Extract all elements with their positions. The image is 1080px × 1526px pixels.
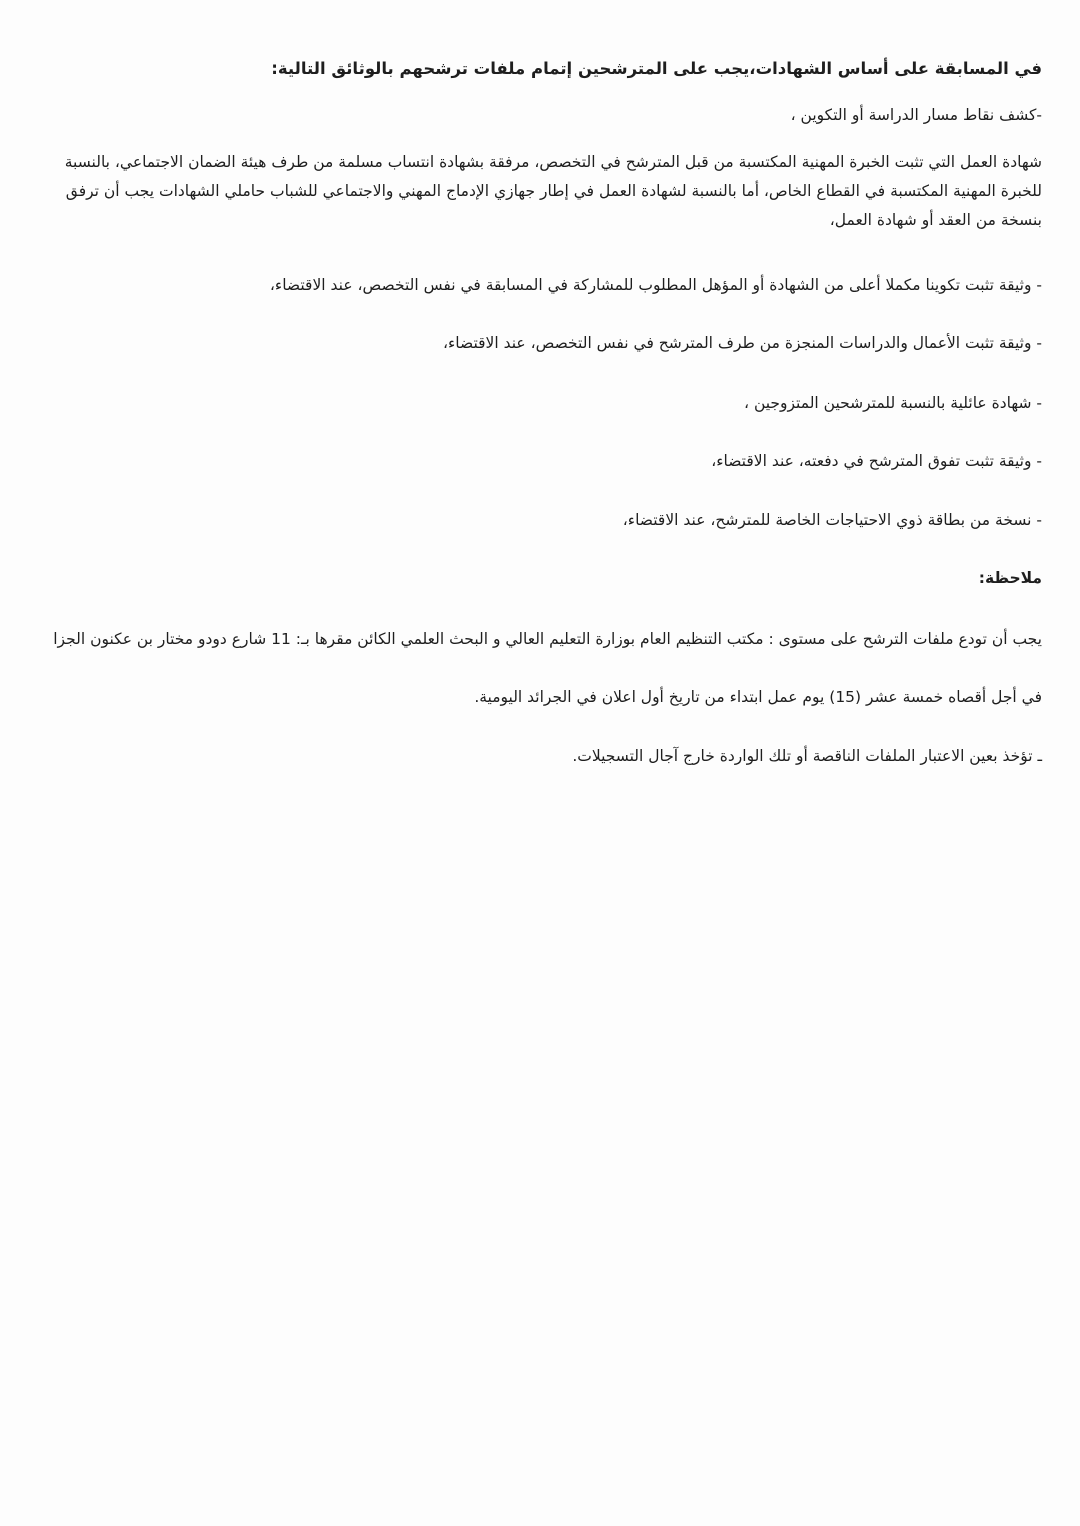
paragraph-line: شهادة العمل التي تثبت الخبرة المهنية المكتسبة من قبل المترشح في التخصص، مرفقة بشهادة انتساب مسلمة من طرف هيئة الضمان الاجتماعي، بالنسبة <box>64 153 1042 171</box>
list-item-family-certificate: - شهادة عائلية بالنسبة للمترشحين المتزوجين ، <box>744 394 1042 412</box>
list-item-special-needs-card: - نسخة من بطاقة ذوي الاحتياجات الخاصة للمترشح، عند الاقتضاء، <box>622 511 1042 529</box>
list-item-grades-transcript: -كشف نقاط مسار الدراسة أو التكوين ، <box>790 106 1042 124</box>
list-item-complementary-training: - وثيقة تثبت تكوينا مكملا أعلى من الشهادة أو المؤهل المطلوب للمشاركة في المسابقة في نفس التخصص، عند الاقتضاء، <box>269 276 1042 294</box>
note-title: ملاحظة: <box>978 569 1042 587</box>
paragraph-line: للخبرة المهنية المكتسبة في القطاع الخاص، أما بالنسبة لشهادة العمل في إطار جهازي الإدماج المهني والاجتماعي للشباب حاملي الشهادات يجب أن ترفق <box>65 182 1042 200</box>
note-deadline: في أجل أقصاه خمسة عشر (15) يوم عمل ابتداء من تاريخ أول اعلان في الجرائد اليومية. <box>474 688 1042 706</box>
list-item-works-studies: - وثيقة تثبت الأعمال والدراسات المنجزة من طرف المترشح في نفس التخصص، عند الاقتضاء، <box>443 334 1042 352</box>
document-heading: في المسابقة على أساس الشهادات،يجب على المترشحين إتمام ملفات ترشحهم بالوثائق التالية: <box>271 59 1042 78</box>
work-certificate-paragraph <box>64 148 1042 235</box>
paragraph-line: بنسخة من العقد أو شهادة العمل، <box>829 211 1042 229</box>
list-item-class-excellence: - وثيقة تثبت تفوق المترشح في دفعته، عند الاقتضاء، <box>711 452 1042 470</box>
note-submission-address: يجب أن تودع ملفات الترشح على مستوى : مكتب التنظيم العام بوزارة التعليم العالي و البحث العلمي الكائن مقرها بـ: 11 شارع دودو مختار بن عكنون الجزا <box>53 630 1042 648</box>
note-incomplete-files: ـ تؤخذ بعين الاعتبار الملفات الناقصة أو تلك الواردة خارج آجال التسجيلات. <box>572 747 1042 765</box>
